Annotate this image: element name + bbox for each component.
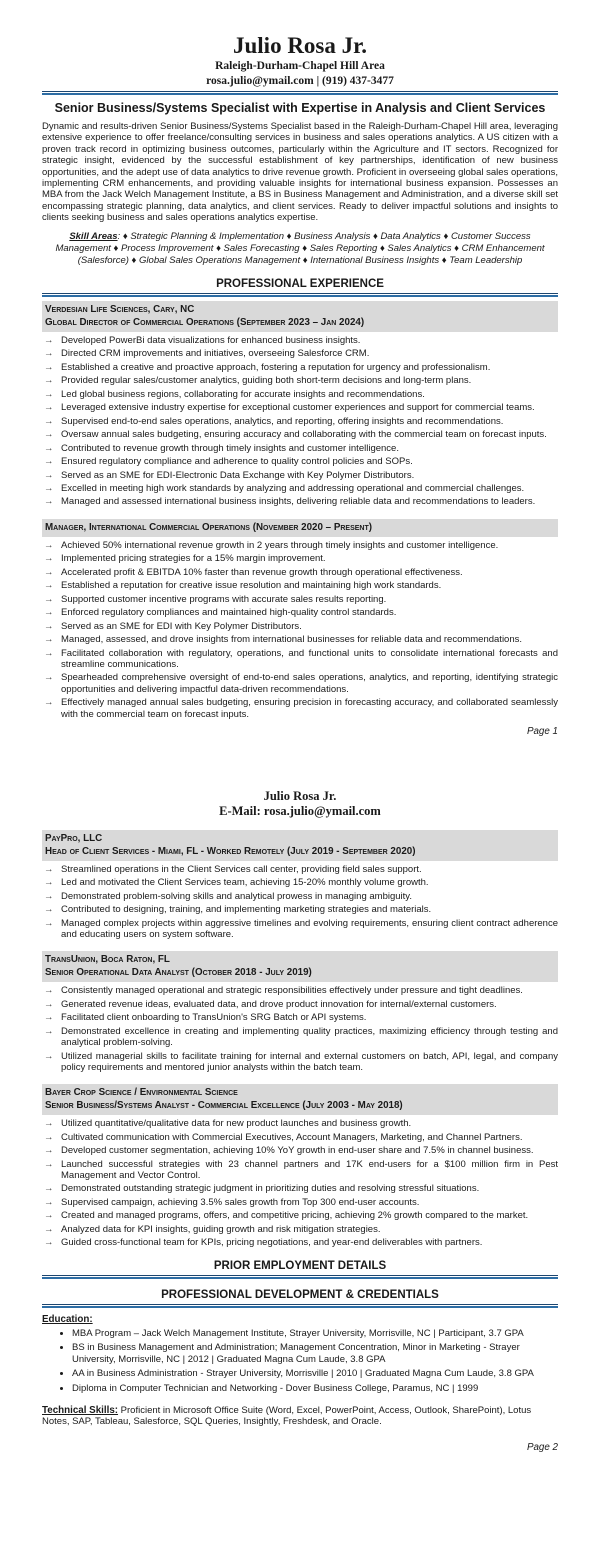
- summary-paragraph: Dynamic and results-driven Senior Business/Systems Specialist based in the Raleigh-Durham-Chapel Hill area, leveraging extensive experience to offer freelance/consulting services in business and sales operations analytics. A US citizen with a proven track record in optimizing business outcomes, particularly within the Agriculture and IT sectors. Recognized for strategic insight, evidenced by the successful establishment of key partnerships, identification of new business opportunities, and the adept use of data analytics to drive revenue growth. Proficient in overseeing global sales operations, implementing CRM enhancements, and providing valuable insights for international business expansion. Possesses an MBA from the Jack Welch Management Institute, a BS in Business Management and Administration, and a diverse skill set encompassing strategic planning, data analytics, and client services. Ready to deliver impactful solutions and insights to clients seeking business and sales operations analytics expertise.: [42, 121, 558, 224]
- bullet-item: → Facilitated client onboarding to TransUnion's SRG Batch or API systems.: [42, 1012, 558, 1023]
- job-title: Senior Business/Systems Analyst - Commercial Excellence (July 2003 - May 2018): [45, 1100, 403, 1112]
- section-title: PROFESSIONAL DEVELOPMENT & CREDENTIALS: [161, 1288, 439, 1301]
- bullet-item: → Demonstrated excellence in creating and implementing quality practices, maximizing efficiency through testing and analytical problem-solving.: [42, 1026, 558, 1049]
- arrow-bullet-icon: [42, 362, 61, 373]
- bullet-item: → Utilized managerial skills to facilitate training for internal and external customers on batch, API, legal, and company policy requirements and mentored junior analysts within the batch team.: [42, 1051, 558, 1074]
- technical-skills-block: [42, 1405, 558, 1428]
- bullet-item: → Managed, assessed, and drove insights from international businesses for reliable data and recommendations.: [42, 634, 558, 645]
- section-divider: [42, 1304, 558, 1308]
- bullet-item: → Supported customer incentive programs with accurate sales results reporting.: [42, 594, 558, 605]
- job-header-band: [42, 951, 558, 982]
- arrow-bullet-icon: [42, 1051, 61, 1074]
- arrow-bullet-icon: [42, 1237, 61, 1248]
- arrow-bullet-icon: [42, 416, 61, 427]
- arrow-bullet-icon: [42, 1224, 61, 1235]
- bullet-item: → Achieved 50% international revenue growth in 2 years through timely insights and customer intelligence.: [42, 540, 558, 551]
- education-item: • Diploma in Computer Technician and Networking - Dover Business College, Paramus, NC | 1999: [72, 1383, 558, 1395]
- job-company: Bayer Crop Science / Environmental Science: [45, 1087, 238, 1099]
- arrow-bullet-icon: [42, 985, 61, 996]
- skill-areas-list: : ♦ Strategic Planning & Implementation ♦ Business Analysis ♦ Data Analytics ♦ Customer Success Management ♦ Process Improvement ♦ Sales Forecasting ♦ Sales Reporting ♦ Sales Analytics ♦ CRM Enhancement (Salesforce) ♦ Global Sales Operations Management ♦ International Business Insights ♦ Team Leadership: [55, 230, 545, 266]
- page-number-2: Page 2: [526, 1441, 558, 1453]
- arrow-bullet-icon: [42, 1132, 61, 1143]
- arrow-bullet-icon: [42, 1012, 61, 1023]
- arrow-bullet-icon: [42, 580, 61, 591]
- bullet-item: → Leveraged extensive industry expertise for exceptional customer experiences and support for commercial teams.: [42, 402, 558, 413]
- bullet-item: → Served as an SME for EDI-Electronic Data Exchange with Key Polymer Distributors.: [42, 470, 558, 481]
- arrow-bullet-icon: [42, 429, 61, 440]
- bullet-item: → Effectively managed annual sales budgeting, ensuring precision in forecasting accuracy, and collaborated seamlessly with the commercial team on forecast inputs.: [42, 697, 558, 720]
- arrow-bullet-icon: [42, 496, 61, 507]
- job-bullets: [42, 1118, 558, 1248]
- resume-headline: Senior Business/Systems Specialist with Expertise in Analysis and Client Services: [54, 101, 546, 115]
- bullet-item: → Streamlined operations in the Client Services call center, providing field sales support.: [42, 864, 558, 875]
- job-transunion: [42, 951, 558, 1073]
- section-prior-employment: [42, 1260, 558, 1279]
- arrow-bullet-icon: [42, 348, 61, 359]
- section-professional-experience: [42, 278, 558, 297]
- bullet-item: → Developed customer segmentation, achieving 10% YoY growth in end-user share and 7.5% in channel business.: [42, 1145, 558, 1156]
- bullet-item: → Served as an SME for EDI with Key Polymer Distributors.: [42, 621, 558, 632]
- job-header-band: [42, 519, 558, 537]
- bullet-item: → Led and motivated the Client Services team, achieving 15-20% monthly volume growth.: [42, 877, 558, 888]
- technical-skills-text: Proficient in Microsoft Office Suite (Word, Excel, PowerPoint, Access, Outlook, SharePoint), Lotus Notes, SAP, Tableau, Salesforce, SQL Queries, Insightly, Freshdesk, and Oracle.: [42, 1404, 532, 1428]
- bullet-item: → Contributed to revenue growth through timely insights and customer intelligence.: [42, 443, 558, 454]
- bullet-item: → Spearheaded comprehensive oversight of end-to-end sales operations, analytics, and reporting, identifying strategic opportunities and delivering impactful data-driven recommendations.: [42, 672, 558, 695]
- section-divider: [42, 293, 558, 297]
- education-item: • AA in Business Administration - Strayer University, Morrisville | 2010 | Graduated Magna Cum Laude, 3.8 GPA: [72, 1368, 558, 1380]
- candidate-location: Raleigh-Durham-Chapel Hill Area: [215, 60, 385, 72]
- job-bullets: [42, 540, 558, 720]
- bullet-item: → Consistently managed operational and strategic responsibilities effectively under pressure and tight deadlines.: [42, 985, 558, 996]
- arrow-bullet-icon: [42, 672, 61, 695]
- education-label: Education:: [42, 1313, 93, 1325]
- bullet-item: → Implemented pricing strategies for a 15% margin improvement.: [42, 553, 558, 564]
- bullet-item: → Contributed to designing, training, and implementing marketing strategies and materials.: [42, 904, 558, 915]
- arrow-bullet-icon: [42, 891, 61, 902]
- technical-skills-label: Technical Skills:: [42, 1404, 119, 1416]
- arrow-bullet-icon: [42, 607, 61, 618]
- arrow-bullet-icon: [42, 594, 61, 605]
- bullet-item: → Directed CRM improvements and initiatives, overseeing Salesforce CRM.: [42, 348, 558, 359]
- arrow-bullet-icon: [42, 389, 61, 400]
- education-block: [42, 1314, 558, 1395]
- arrow-bullet-icon: [42, 1145, 61, 1156]
- section-divider: [42, 1275, 558, 1279]
- bullet-item: → Enforced regulatory compliances and maintained high-quality control standards.: [42, 607, 558, 618]
- bullet-item: → Excelled in meeting high work standards by analyzing and addressing operational and commercial challenges.: [42, 483, 558, 494]
- job-bullets: [42, 864, 558, 941]
- job-header-band: [42, 301, 558, 332]
- section-title: PRIOR EMPLOYMENT DETAILS: [213, 1259, 387, 1272]
- job-company: TransUnion, Boca Raton, FL: [45, 954, 170, 966]
- bullet-item: → Created and managed programs, offers, and competitive pricing, achieving 2% growth compared to the market.: [42, 1210, 558, 1221]
- arrow-bullet-icon: [42, 1026, 61, 1049]
- job-company: PayPro, LLC: [45, 832, 103, 844]
- bullet-item: → Developed PowerBi data visualizations for enhanced business insights.: [42, 335, 558, 346]
- bullet-item: → Oversaw annual sales budgeting, ensuring accuracy and collaborating with the commercial team on forecast inputs.: [42, 429, 558, 440]
- bullet-item: → Demonstrated problem-solving skills and analytical prowess in managing ambiguity.: [42, 891, 558, 902]
- education-item: • MBA Program – Jack Welch Management Institute, Strayer University, Morrisville, NC | Participant, 3.7 GPA: [72, 1328, 558, 1340]
- arrow-bullet-icon: [42, 634, 61, 645]
- bullet-item: → Provided regular sales/customer analytics, guiding both short-term decisions and long-term plans.: [42, 375, 558, 386]
- job-title: Manager, International Commercial Operations (November 2020 – Present): [45, 521, 373, 533]
- arrow-bullet-icon: [42, 864, 61, 875]
- candidate-email: E-Mail: rosa.julio@ymail.com: [219, 803, 381, 818]
- arrow-bullet-icon: [42, 904, 61, 915]
- bullet-item: → Cultivated communication with Commercial Executives, Account Managers, Marketing, and Channel Partners.: [42, 1132, 558, 1143]
- job-verdesian: [42, 301, 558, 508]
- job-manager-intl: [42, 519, 558, 720]
- arrow-bullet-icon: [42, 877, 61, 888]
- arrow-bullet-icon: [42, 375, 61, 386]
- bullet-item: → Guided cross-functional team for KPIs, pricing negotiations, and year-end deliverables with partners.: [42, 1237, 558, 1248]
- arrow-bullet-icon: [42, 1210, 61, 1221]
- education-list: [42, 1328, 558, 1394]
- arrow-bullet-icon: [42, 918, 61, 941]
- arrow-bullet-icon: [42, 1118, 61, 1129]
- candidate-name: Julio Rosa Jr.: [263, 788, 337, 803]
- bullet-item: → Demonstrated outstanding strategic judgment in prioritizing duties and resolving stressful situations.: [42, 1183, 558, 1194]
- bullet-item: → Led global business regions, collaborating for accurate insights and recommendations.: [42, 389, 558, 400]
- job-paypro: [42, 830, 558, 941]
- bullet-item: → Established a creative and proactive approach, fostering a reputation for urgency and professionalism.: [42, 362, 558, 373]
- arrow-bullet-icon: [42, 470, 61, 481]
- arrow-bullet-icon: [42, 456, 61, 467]
- arrow-bullet-icon: [42, 553, 61, 564]
- job-header-band: [42, 830, 558, 861]
- arrow-bullet-icon: [42, 567, 61, 578]
- bullet-item: → Managed complex projects within aggressive timelines and evolving requirements, ensuring client contract adherence and educating users on system software.: [42, 918, 558, 941]
- job-title: Head of Client Services - Miami, FL - Worked Remotely (July 2019 - September 2020): [45, 845, 416, 857]
- skill-areas: [54, 231, 546, 267]
- candidate-name: Julio Rosa Jr.: [233, 33, 367, 58]
- arrow-bullet-icon: [42, 1197, 61, 1208]
- bullet-item: → Supervised end-to-end sales operations, analytics, and reporting, offering insights and recommendations.: [42, 416, 558, 427]
- job-title: Senior Operational Data Analyst (October 2018 - July 2019): [45, 967, 312, 979]
- bullet-item: → Analyzed data for KPI insights, guiding growth and risk mitigation strategies.: [42, 1224, 558, 1235]
- education-item: • BS in Business Management and Administration; Management Concentration, Minor in Marketing - Strayer University, Morrisville, NC | 2012 | Graduated Magna Cum Laude, 3.8 GPA: [72, 1342, 558, 1366]
- section-title: PROFESSIONAL EXPERIENCE: [216, 277, 384, 290]
- arrow-bullet-icon: [42, 648, 61, 671]
- arrow-bullet-icon: [42, 540, 61, 551]
- candidate-contact: rosa.julio@ymail.com | (919) 437-3477: [206, 75, 394, 87]
- bullet-item: → Ensured regulatory compliance and adherence to quality control policies and SOPs.: [42, 456, 558, 467]
- job-bullets: [42, 335, 558, 508]
- skill-areas-label: Skill Areas: [69, 230, 118, 242]
- arrow-bullet-icon: [42, 443, 61, 454]
- arrow-bullet-icon: [42, 335, 61, 346]
- bullet-item: → Established a reputation for creative issue resolution and maintaining high work standards.: [42, 580, 558, 591]
- arrow-bullet-icon: [42, 483, 61, 494]
- bullet-item: → Utilized quantitative/qualitative data for new product launches and business growth.: [42, 1118, 558, 1129]
- bullet-item: → Accelerated profit & EBITDA 10% faster than revenue growth through operational effectiveness.: [42, 567, 558, 578]
- arrow-bullet-icon: [42, 1159, 61, 1182]
- page2-header: [42, 789, 558, 819]
- header-divider: [42, 91, 558, 95]
- job-bullets: [42, 985, 558, 1073]
- bullet-item: → Generated revenue ideas, evaluated data, and drove product innovation for internal/external customers.: [42, 999, 558, 1010]
- arrow-bullet-icon: [42, 999, 61, 1010]
- job-title: Global Director of Commercial Operations (September 2023 – Jan 2024): [45, 316, 365, 328]
- bullet-item: → Facilitated collaboration with regulatory, operations, and functional units to consolidate international forecasts and streamline communications.: [42, 648, 558, 671]
- arrow-bullet-icon: [42, 621, 61, 632]
- bullet-item: → Managed and assessed international business insights, delivering reliable data and recommendations to leaders.: [42, 496, 558, 507]
- arrow-bullet-icon: [42, 1183, 61, 1194]
- page-number-1: Page 1: [526, 725, 558, 737]
- section-professional-development: [42, 1289, 558, 1308]
- bullet-item: → Supervised campaign, achieving 3.5% sales growth from Top 300 end-user accounts.: [42, 1197, 558, 1208]
- bullet-item: → Launched successful strategies with 23 channel partners and 17K end-users for a $100 million firm in Pest Management and Vector Control.: [42, 1159, 558, 1182]
- job-header-band: [42, 1084, 558, 1115]
- job-bayer: [42, 1084, 558, 1248]
- arrow-bullet-icon: [42, 402, 61, 413]
- arrow-bullet-icon: [42, 697, 61, 720]
- job-company: Verdesian Life Sciences, Cary, NC: [45, 303, 195, 315]
